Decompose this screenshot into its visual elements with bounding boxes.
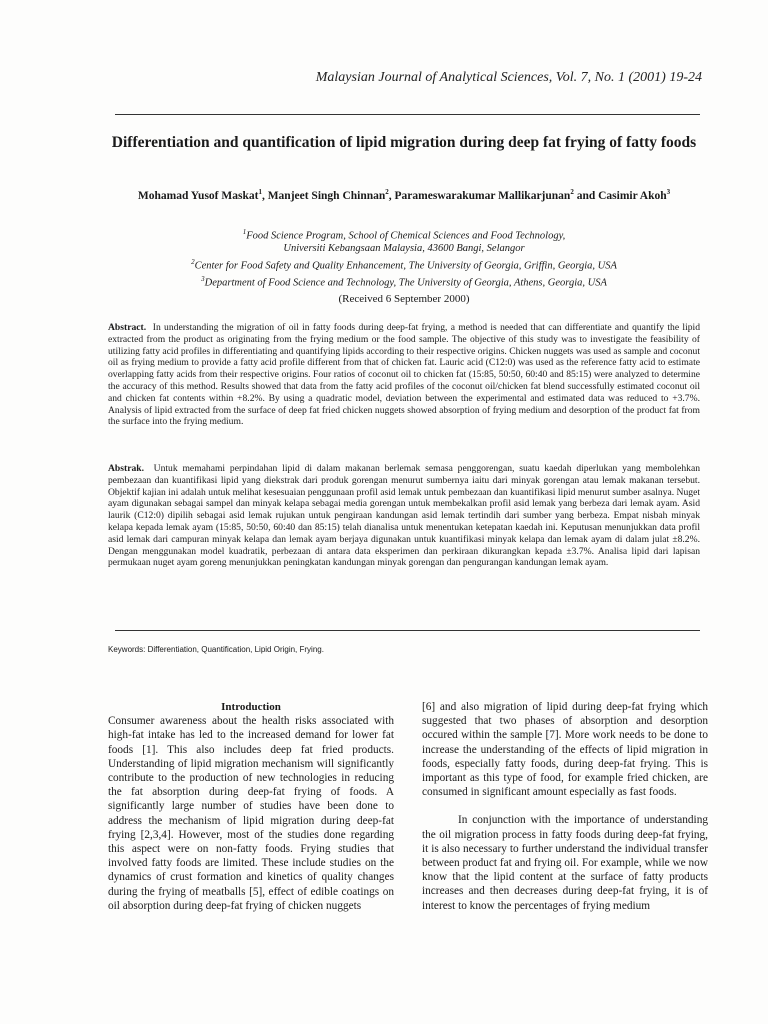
keywords-rule — [115, 630, 700, 631]
abstract-malay — [108, 463, 700, 569]
abstrak-label: Abstrak. — [108, 463, 144, 474]
author-sep: , — [261, 189, 268, 202]
affiliation-line — [100, 226, 708, 243]
body-paragraph: In conjunction with the importance of understanding the oil migration process in fatty foods during deep-fat frying, it is also necessary to further understand the individual transfer between product fat and frying oil. For example, while we now know that the lipid content at the surface of fatty products increases and then decreases during deep-fat frying, it is of interest to know the percentages of frying medium — [422, 814, 708, 912]
author-name: Casimir Akoh — [598, 189, 667, 202]
affiliation-text: Center for Food Safety and Quality Enhancement, The University of Georgia, Griffin, Georgia, USA — [194, 260, 617, 272]
author-affil-mark: 2 — [570, 188, 574, 196]
affiliations — [100, 226, 708, 290]
abstract-english — [108, 322, 700, 428]
body-column-left — [108, 700, 394, 913]
journal-citation: Malaysian Journal of Analytical Sciences, Vol. 7, No. 1 (2001) 19-24 — [315, 70, 702, 85]
header-rule — [115, 114, 700, 115]
abstract-label: Abstract. — [108, 322, 147, 333]
abstrak-text: Untuk memahami perpindahan lipid di dalam makanan berlemak semasa penggorengan, suatu kaedah diperlukan yang membolehkan pembezaan dan kuantifikasi lipid yang diekstrak dari produk gorengan menurut sumbernya iaitu dari minyak gorengan atau lemak makanan tersebut. Objektif kajian ini adalah untuk melihat kesesuaian penggunaan profil asid lemak untuk pembezaan dan kuantifikasi lipid menurut sumber asalnya. Nuget ayam digunakan sebagai sampel dan minyak kelapa sebagai media gorengan untuk membekalkan profil asid lemak yang berbeza dari lemak ayam. Asid laurik (C12:0) dipilih sebagai asid lemak rujukan untuk pengiraan kandungan asid lemak tertindih dari sumber yang berbeza. Empat nisbah minyak kelapa kepada lemak ayam (15:85, 50:50, 60:40 dan 85:15) telah dianalisa untuk menentukan ketepatan kaedah ini. Keputusan menunjukkan data profil asid lemak dari campuran minyak kelapa dan lemak ayam berjaya digunakan untuk kuantifikasi minyak kelapa dan lemak ayam di dalam julat ±8.2%. Dengan menggunakan model kuadratik, perbezaan di antara data eksperimen dan perkiraan dikurangkan kepada ±3.7%. Analisa lipid dari lapisan permukaan nuget ayam goreng menunjukkan peningkatan kandungan minyak gorengan dan pengurangan kandungan lemak ayam. — [108, 463, 700, 569]
author-name: Parameswarakumar Mallikarjunan — [394, 189, 571, 202]
author-list — [100, 184, 708, 204]
affiliation-text: Food Science Program, School of Chemical Sciences and Food Technology, — [246, 230, 566, 242]
abstract-text: In understanding the migration of oil in fatty foods during deep-fat frying, a method is needed that can differentiate and quantify the lipid extracted from the product as originating from the frying medium or the food sample. The objective of this study was to investigate the feasibility of utilizing fatty acid profiles in differentiating and quantifying lipids according to their respective origins. Chicken nuggets was used as sample and coconut oil as frying medium to provide a fatty acid profile different from that of chicken fat. Lauric acid (C12:0) was used as the reference fatty acid to estimate overlapping fatty acids from their respective origins. Four ratios of coconut oil to chicken fat (15:85, 50:50, 60:40 and 85:15) were analyzed to determine the accuracy of this method. Results showed that data from the fatty acid profiles of the coconut oil/chicken fat blend successfully estimated coconut oil and chicken fat contents within +8.2%. By using a quadratic model, deviation between the experimental and estimated data was reduced to +3.7%. Analysis of lipid extracted from the surface of deep fat fried chicken nuggets showed absorption of frying medium and desorption of the product fat from the surface into the frying medium. — [108, 322, 701, 428]
author-affil-mark: 1 — [258, 188, 262, 196]
author-sep: , — [388, 189, 395, 202]
affiliation-text: Universiti Kebangsaan Malaysia, 43600 Bangi, Selangor — [283, 243, 525, 255]
affiliation-text: Department of Food Science and Technology, The University of Georgia, Athens, Georgia, USA — [204, 277, 607, 289]
author-affil-mark: 3 — [666, 188, 671, 196]
affiliation-mark: 1 — [242, 228, 247, 236]
affiliation-line — [100, 243, 708, 256]
affiliation-mark: 3 — [201, 275, 205, 284]
affiliation-mark: 2 — [191, 257, 195, 266]
body-paragraph: Consumer awareness about the health risks associated with high-fat intake has led to the increased demand for lower fat foods [1]. This also includes deep fat fried products. Understanding of lipid migration mechanism will significantly contribute to the production of new technologies in reducing the fat absorption during deep-fat frying of foods. A significantly large number of studies have been done to address the mechanism of lipid migration during deep-fat frying [2,3,4]. However, most of the studies done regarding this aspect were on non-fatty foods. Frying studies that involved fatty foods are limited. These include studies on the dynamics of crust formation and kinetics of quality changes during the frying of meatballs [5], effect of edible coatings on oil absorption during deep-fat frying of chicken nuggets — [108, 715, 394, 912]
section-heading-introduction: Introduction — [221, 701, 281, 713]
keywords: Keywords: Differentiation, Quantification, Lipid Origin, Frying. — [108, 645, 324, 654]
body-paragraph: [6] and also migration of lipid during deep-fat frying which suggested that two phases of absorption and desorption occured within the sample [7]. More work needs to be done to increase the understanding of the effects of lipid migration in foods, especially fatty foods, during deep-fat frying. This is important as this type of food, for example fried chicken, are consumed in significant amount especially as fast foods. — [422, 701, 708, 799]
received-date: (Received 6 September 2000) — [338, 293, 470, 305]
author-affil-mark: 2 — [385, 188, 389, 196]
paper-title: Differentiation and quantification of lipid migration during deep fat frying of fatty foods — [111, 134, 697, 151]
affiliation-line — [100, 256, 708, 273]
author-name: Mohamad Yusof Maskat — [137, 189, 259, 202]
author-name: Manjeet Singh Chinnan — [267, 189, 386, 202]
body-column-right — [422, 700, 708, 913]
author-sep: and — [573, 189, 599, 202]
affiliation-line — [100, 273, 708, 290]
